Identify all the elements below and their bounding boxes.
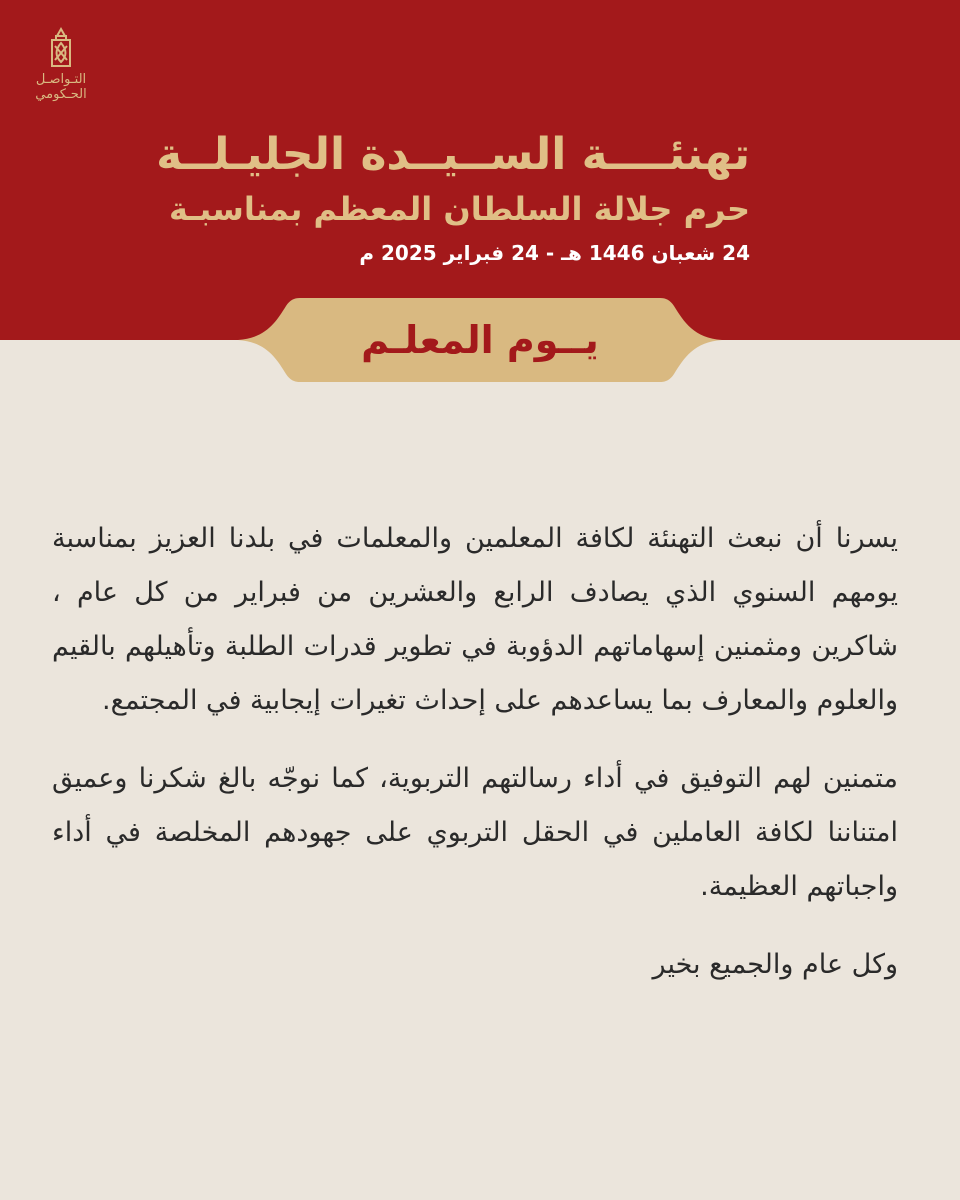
logo bbox=[26, 26, 96, 102]
oman-khanjar-emblem-icon bbox=[39, 26, 83, 70]
header-banner bbox=[0, 0, 960, 340]
header-titles bbox=[130, 126, 750, 268]
title-ribbon bbox=[238, 298, 722, 382]
logo-line-2: الحـكومي bbox=[35, 87, 87, 102]
paragraph-1: يسرنا أن نبعث التهنئة لكافة المعلمين والمعلمات في بلدنا العزيز بمناسبة يومهم السنوي الذي يصادف الرابع والعشرين من فبراير من كل عام ، شاكرين ومثمنين إسهاماتهم الدؤوبة في تطوير قدرات الطلبة وتأهيلهم بالقيم والعلوم والمعارف بما يساعدهم على إحداث تغيرات إيجابية في المجتمع. bbox=[52, 523, 898, 716]
ribbon-label: يــوم المعلـم bbox=[361, 318, 599, 362]
date-line: 24 شعبان 1446 هـ - 24 فبراير 2025 م bbox=[359, 241, 750, 265]
logo-line-1: التـواصـل bbox=[35, 72, 87, 87]
page-title: تهنئــــة الســيــدة الجليـلــة bbox=[156, 129, 750, 180]
message-body bbox=[52, 512, 898, 992]
page-subtitle: حرم جلالة السلطان المعظم بمناسبـة bbox=[168, 190, 750, 228]
closing-line: وكل عام والجميع بخير bbox=[652, 949, 898, 980]
paragraph-2: متمنين لهم التوفيق في أداء رسالتهم التربوية، كما نوجّه بالغ شكرنا وعميق امتناننا لكافة العاملين في الحقل التربوي على جهودهم المخلصة في أداء واجباتهم العظيمة. bbox=[52, 763, 898, 902]
